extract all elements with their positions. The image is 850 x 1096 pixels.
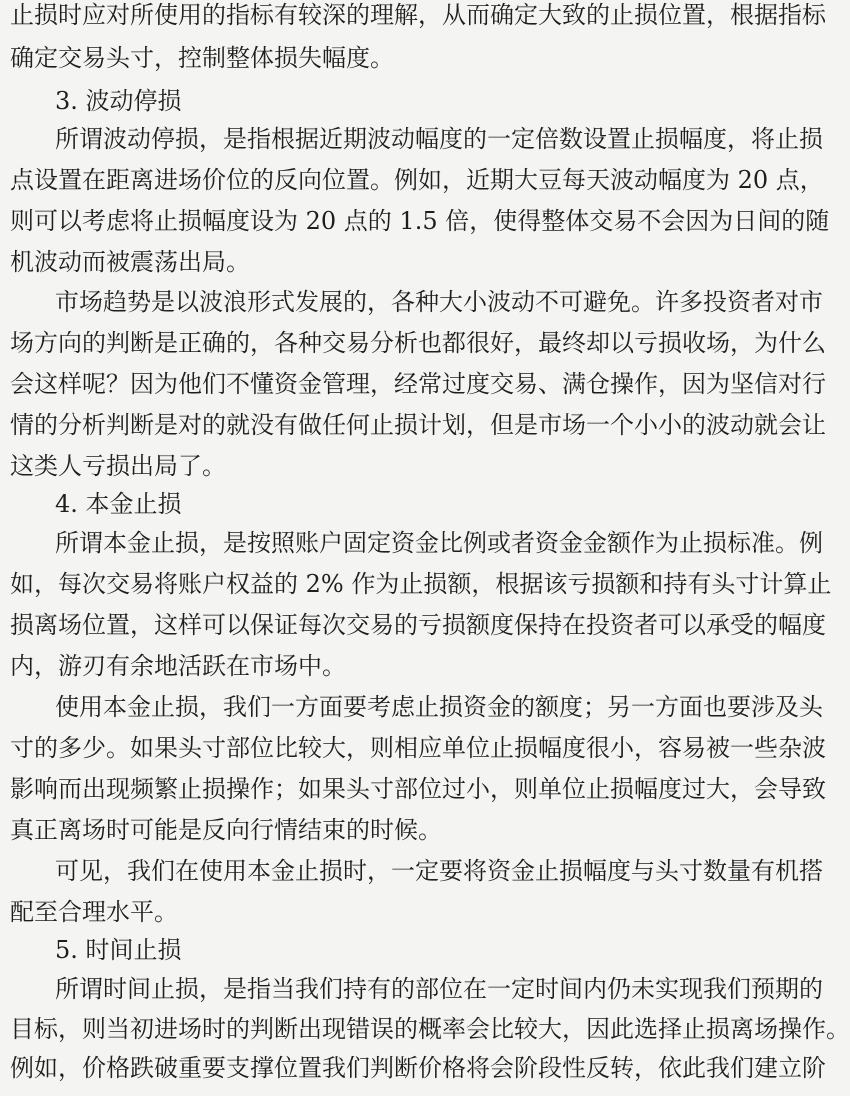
paragraph-line: 场方向的判断是正确的，各种交易分析也都很好，最终却以亏损收场，为什么 [10, 329, 826, 357]
paragraph-line: 真正离场时可能是反向行情结束的时候。 [10, 816, 442, 844]
section-heading: 4. 本金止损 [55, 490, 182, 518]
paragraph-line: 则可以考虑将止损幅度设为 20 点的 1.5 倍，使得整体交易不会因为日间的随 [10, 207, 830, 235]
paragraph-line: 所谓波动停损，是指根据近期波动幅度的一定倍数设置止损幅度，将止损 [55, 125, 823, 153]
section-heading: 5. 时间止损 [55, 936, 182, 964]
paragraph-line: 确定交易头寸，控制整体损失幅度。 [10, 44, 394, 72]
paragraph-line: 所谓本金止损，是按照账户固定资金比例或者资金金额作为止损标准。例 [55, 529, 823, 557]
paragraph-line: 可见，我们在使用本金止损时，一定要将资金止损幅度与头寸数量有机搭 [55, 857, 823, 885]
paragraph-line: 寸的多少。如果头寸部位比较大，则相应单位止损幅度很小，容易被一些杂波 [10, 734, 826, 762]
paragraph-line: 情的分析判断是对的就没有做任何止损计划，但是市场一个小小的波动就会让 [10, 411, 826, 439]
paragraph-line: 损离场位置，这样可以保证每次交易的亏损额度保持在投资者可以承受的幅度 [10, 611, 826, 639]
paragraph-line: 配至合理水平。 [10, 898, 178, 926]
paragraph-line: 目标，则当初进场时的判断出现错误的概率会比较大，因此选择止损离场操作。 [10, 1015, 850, 1043]
paragraph-line: 会这样呢？因为他们不懂资金管理，经常过度交易、满仓操作，因为坚信对行 [10, 370, 826, 398]
paragraph-line: 内，游刃有余地活跃在市场中。 [10, 652, 346, 680]
paragraph-line: 影响而出现频繁止损操作；如果头寸部位过小，则单位止损幅度过大，会导致 [10, 775, 826, 803]
paragraph-line: 这类人亏损出局了。 [10, 452, 226, 480]
paragraph-line: 市场趋势是以波浪形式发展的，各种大小波动不可避免。许多投资者对市 [55, 288, 823, 316]
section-heading: 3. 波动停损 [55, 87, 182, 115]
paragraph-line: 如，每次交易将账户权益的 2% 作为止损额，根据该亏损额和持有头寸计算止 [10, 570, 832, 598]
paragraph-line: 使用本金止损，我们一方面要考虑止损资金的额度；另一方面也要涉及头 [55, 693, 823, 721]
paragraph-line: 例如，价格跌破重要支撑位置我们判断价格将会阶段性反转，依此我们建立阶 [10, 1054, 826, 1082]
paragraph-line: 止损时应对所使用的指标有较深的理解，从而确定大致的止损位置，根据指标 [10, 1, 826, 29]
paragraph-line: 机波动而被震荡出局。 [10, 248, 250, 276]
paragraph-line: 所谓时间止损，是指当我们持有的部位在一定时间内仍未实现我们预期的 [55, 975, 823, 1003]
paragraph-line: 点设置在距离进场价位的反向位置。例如，近期大豆每天波动幅度为 20 点， [10, 166, 824, 194]
